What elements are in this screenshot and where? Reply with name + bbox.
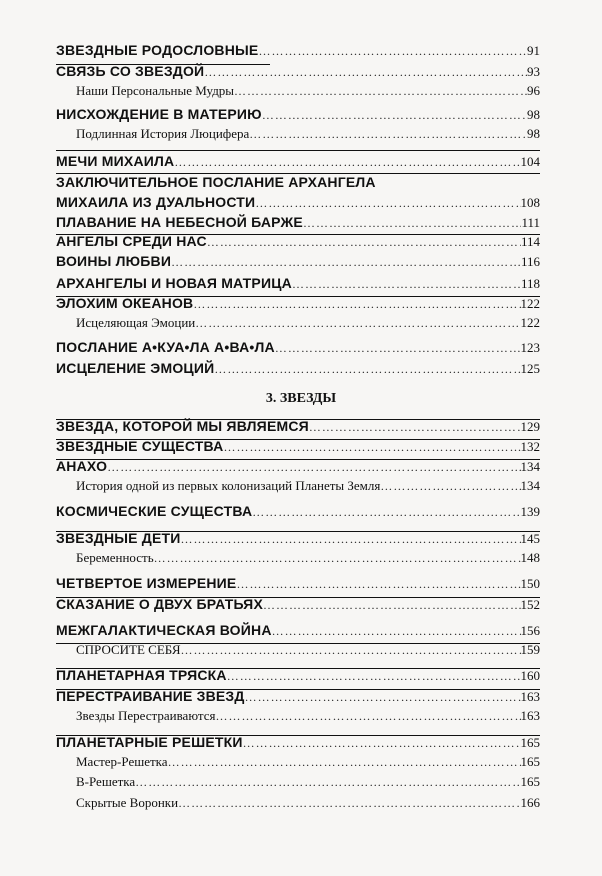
toc-entry[interactable]	[56, 275, 540, 295]
toc-page-number: 166	[520, 795, 540, 810]
toc-entry[interactable]	[56, 106, 540, 126]
toc-entry-title: ПЕРЕСТРАИВАНИЕ ЗВЕЗД	[56, 688, 245, 704]
dot-leader	[193, 297, 520, 312]
toc-entry-title: ПЛАВАНИЕ НА НЕБЕСНОЙ БАРЖЕ	[56, 214, 303, 230]
toc-entry-title: Подлинная История Люцифера	[76, 126, 250, 141]
toc-subentry[interactable]	[76, 754, 540, 774]
toc-page-number: 134	[520, 478, 540, 493]
toc-page-number: 118	[520, 276, 540, 291]
dot-leader	[236, 577, 520, 592]
toc-entry-title: КОСМИЧЕСКИЕ СУЩЕСТВА	[56, 503, 253, 519]
toc-entry-title: НИСХОЖДЕНИЕ В МАТЕРИЮ	[56, 106, 262, 122]
dot-leader	[263, 598, 521, 613]
toc-page-number: 129	[520, 419, 540, 434]
toc-subentry[interactable]	[76, 550, 540, 570]
toc-entry[interactable]	[56, 233, 540, 253]
toc-entry[interactable]	[56, 596, 540, 616]
toc-entry[interactable]	[56, 438, 540, 458]
toc-entry[interactable]	[56, 153, 540, 173]
divider-line	[56, 150, 540, 151]
toc-page-number: 98	[527, 107, 540, 122]
toc-entry[interactable]	[56, 360, 540, 380]
toc-page-number: 160	[520, 668, 540, 683]
toc-entry[interactable]	[56, 194, 540, 214]
toc-page-number: 165	[520, 754, 540, 769]
toc-page-number: 150	[520, 576, 540, 591]
toc-subentry[interactable]	[76, 708, 540, 728]
toc-subentry[interactable]	[76, 478, 540, 498]
toc-entry[interactable]	[56, 214, 540, 234]
dot-leader	[303, 216, 522, 231]
toc-page-number: 116	[520, 254, 540, 269]
toc-page-number: 91	[527, 43, 540, 58]
toc-entry-title: Наши Персональные Мудры	[76, 83, 235, 98]
toc-entry[interactable]	[56, 418, 540, 438]
dot-leader	[292, 277, 521, 292]
toc-page-number: 98	[527, 126, 540, 141]
toc-entry-title: Звезды Перестраиваются	[76, 708, 216, 723]
toc-entry-title: ЗАКЛЮЧИТЕЛЬНОЕ ПОСЛАНИЕ АРХАНГЕЛА	[56, 174, 376, 190]
toc-page-number: 96	[527, 83, 540, 98]
toc-page-number: 145	[520, 531, 540, 546]
dot-leader	[272, 624, 521, 639]
toc-entry[interactable]	[56, 174, 540, 194]
toc-page-number: 93	[527, 64, 540, 79]
dot-leader	[380, 479, 520, 494]
toc-page-number: 165	[520, 774, 540, 789]
toc-entry-title: ПЛАНЕТАРНАЯ ТРЯСКА	[56, 667, 227, 683]
toc-entry-title: Исцеляющая Эмоции	[76, 315, 196, 330]
toc-entry-title: МЕЧИ МИХАИЛА	[56, 153, 175, 169]
toc-page-number: 159	[520, 642, 540, 657]
toc-subentry[interactable]	[76, 795, 540, 815]
toc-entry[interactable]	[56, 295, 540, 315]
dot-leader	[234, 84, 527, 99]
toc-page-number: 163	[520, 708, 540, 723]
toc-entry-title: СКАЗАНИЕ О ДВУХ БРАТЬЯХ	[56, 596, 263, 612]
toc-page-number: 122	[520, 296, 540, 311]
toc-subentry[interactable]	[76, 126, 540, 146]
toc-entry-title: ЗВЕЗДНЫЕ РОДОСЛОВНЫЕ	[56, 42, 259, 58]
dot-leader	[309, 420, 521, 435]
toc-entry-title: АРХАНГЕЛЫ И НОВАЯ МАТРИЦА	[56, 275, 292, 291]
dot-leader	[255, 196, 520, 211]
dot-leader	[249, 127, 527, 142]
toc-page-number: 111	[521, 215, 540, 230]
toc-page-number: 104	[520, 154, 540, 169]
dot-leader	[275, 341, 521, 356]
dot-leader	[252, 505, 520, 520]
toc-page-number: 156	[520, 623, 540, 638]
dot-leader	[174, 155, 520, 170]
toc-entry[interactable]	[56, 253, 540, 273]
dot-leader	[195, 316, 520, 331]
toc-entry[interactable]	[56, 734, 540, 754]
dot-leader	[168, 755, 521, 770]
toc-entry[interactable]	[56, 458, 540, 478]
dot-leader	[181, 643, 521, 658]
toc-entry[interactable]	[56, 530, 540, 550]
toc-entry-title: Мастер-Решетка	[76, 754, 168, 769]
toc-page-number: 123	[520, 340, 540, 355]
toc-entry-title: В-Решетка	[76, 774, 136, 789]
toc-entry-title: ЗВЕЗДНЫЕ ДЕТИ	[56, 530, 181, 546]
dot-leader	[107, 460, 520, 475]
toc-entry-title: МЕЖГАЛАКТИЧЕСКАЯ ВОЙНА	[56, 622, 272, 638]
toc-page-number: 165	[520, 735, 540, 750]
toc-entry[interactable]	[56, 667, 540, 687]
toc-entry-title: СПРОСИТЕ СЕБЯ	[76, 642, 181, 657]
toc-entry[interactable]	[56, 503, 540, 523]
dot-leader	[154, 551, 521, 566]
dot-leader	[227, 669, 521, 684]
toc-entry-title: Скрытые Воронки	[76, 795, 179, 810]
toc-entry-title: ЗВЕЗДНЫЕ СУЩЕСТВА	[56, 438, 224, 454]
toc-entry-title: ЭЛОХИМ ОКЕАНОВ	[56, 295, 194, 311]
toc-entry[interactable]	[56, 688, 540, 708]
toc-subentry[interactable]	[76, 774, 540, 794]
dot-leader	[181, 532, 521, 547]
toc-page-number: 139	[520, 504, 540, 519]
dot-leader	[215, 709, 520, 724]
toc-page-number: 148	[520, 550, 540, 565]
toc-entry[interactable]	[56, 339, 540, 359]
toc-entry-title: ЗВЕЗДА, КОТОРОЙ МЫ ЯВЛЯЕМСЯ	[56, 418, 309, 434]
toc-entry-title: МИХАИЛА ИЗ ДУАЛЬНОСТИ	[56, 194, 256, 210]
toc-entry-title: Беременность	[76, 550, 154, 565]
section-heading: 3. ЗВЕЗДЫ	[265, 391, 337, 406]
dot-leader	[178, 796, 520, 811]
dot-leader	[135, 775, 520, 790]
dot-leader	[245, 690, 521, 705]
toc-entry-title: АНГЕЛЫ СРЕДИ НАС	[56, 233, 207, 249]
toc-entry-title: ПЛАНЕТАРНЫЕ РЕШЕТКИ	[56, 734, 243, 750]
toc-entry[interactable]	[56, 63, 540, 83]
dot-leader	[223, 440, 520, 455]
dot-leader	[171, 255, 521, 270]
dot-leader	[258, 44, 527, 59]
toc-entry[interactable]	[56, 575, 540, 595]
toc-entry[interactable]	[56, 622, 540, 642]
dot-leader	[207, 235, 521, 250]
toc-entry-title: АНАХО	[56, 458, 108, 474]
toc-entry-title: История одной из первых колонизаций Планеты Земля	[76, 478, 381, 493]
dot-leader	[262, 108, 527, 123]
dot-leader	[214, 362, 520, 377]
toc-entry-title: ИСЦЕЛЕНИЕ ЭМОЦИЙ	[56, 360, 215, 376]
toc-page-number: 122	[520, 315, 540, 330]
toc-entry-title: ВОИНЫ ЛЮБВИ	[56, 253, 172, 269]
toc-entry-title: ПОСЛАНИЕ А•КУА•ЛА А•ВА•ЛА	[56, 339, 275, 355]
toc-entry[interactable]	[56, 42, 540, 62]
toc-subentry[interactable]	[76, 315, 540, 335]
toc-subentry[interactable]	[76, 83, 540, 103]
toc-entry-title: СВЯЗЬ СО ЗВЕЗДОЙ	[56, 63, 205, 79]
toc-page-number: 132	[520, 439, 540, 454]
toc-page-number: 114	[520, 234, 540, 249]
toc-page-number: 125	[520, 361, 540, 376]
dot-leader	[243, 736, 521, 751]
toc-page-number: 152	[520, 597, 540, 612]
toc-page-number: 163	[520, 689, 540, 704]
toc-page-number: 108	[520, 195, 540, 210]
toc-entry-title: ЧЕТВЕРТОЕ ИЗМЕРЕНИЕ	[56, 575, 237, 591]
toc-subentry[interactable]	[76, 642, 540, 662]
toc-page-number: 134	[520, 459, 540, 474]
dot-leader	[204, 65, 527, 80]
